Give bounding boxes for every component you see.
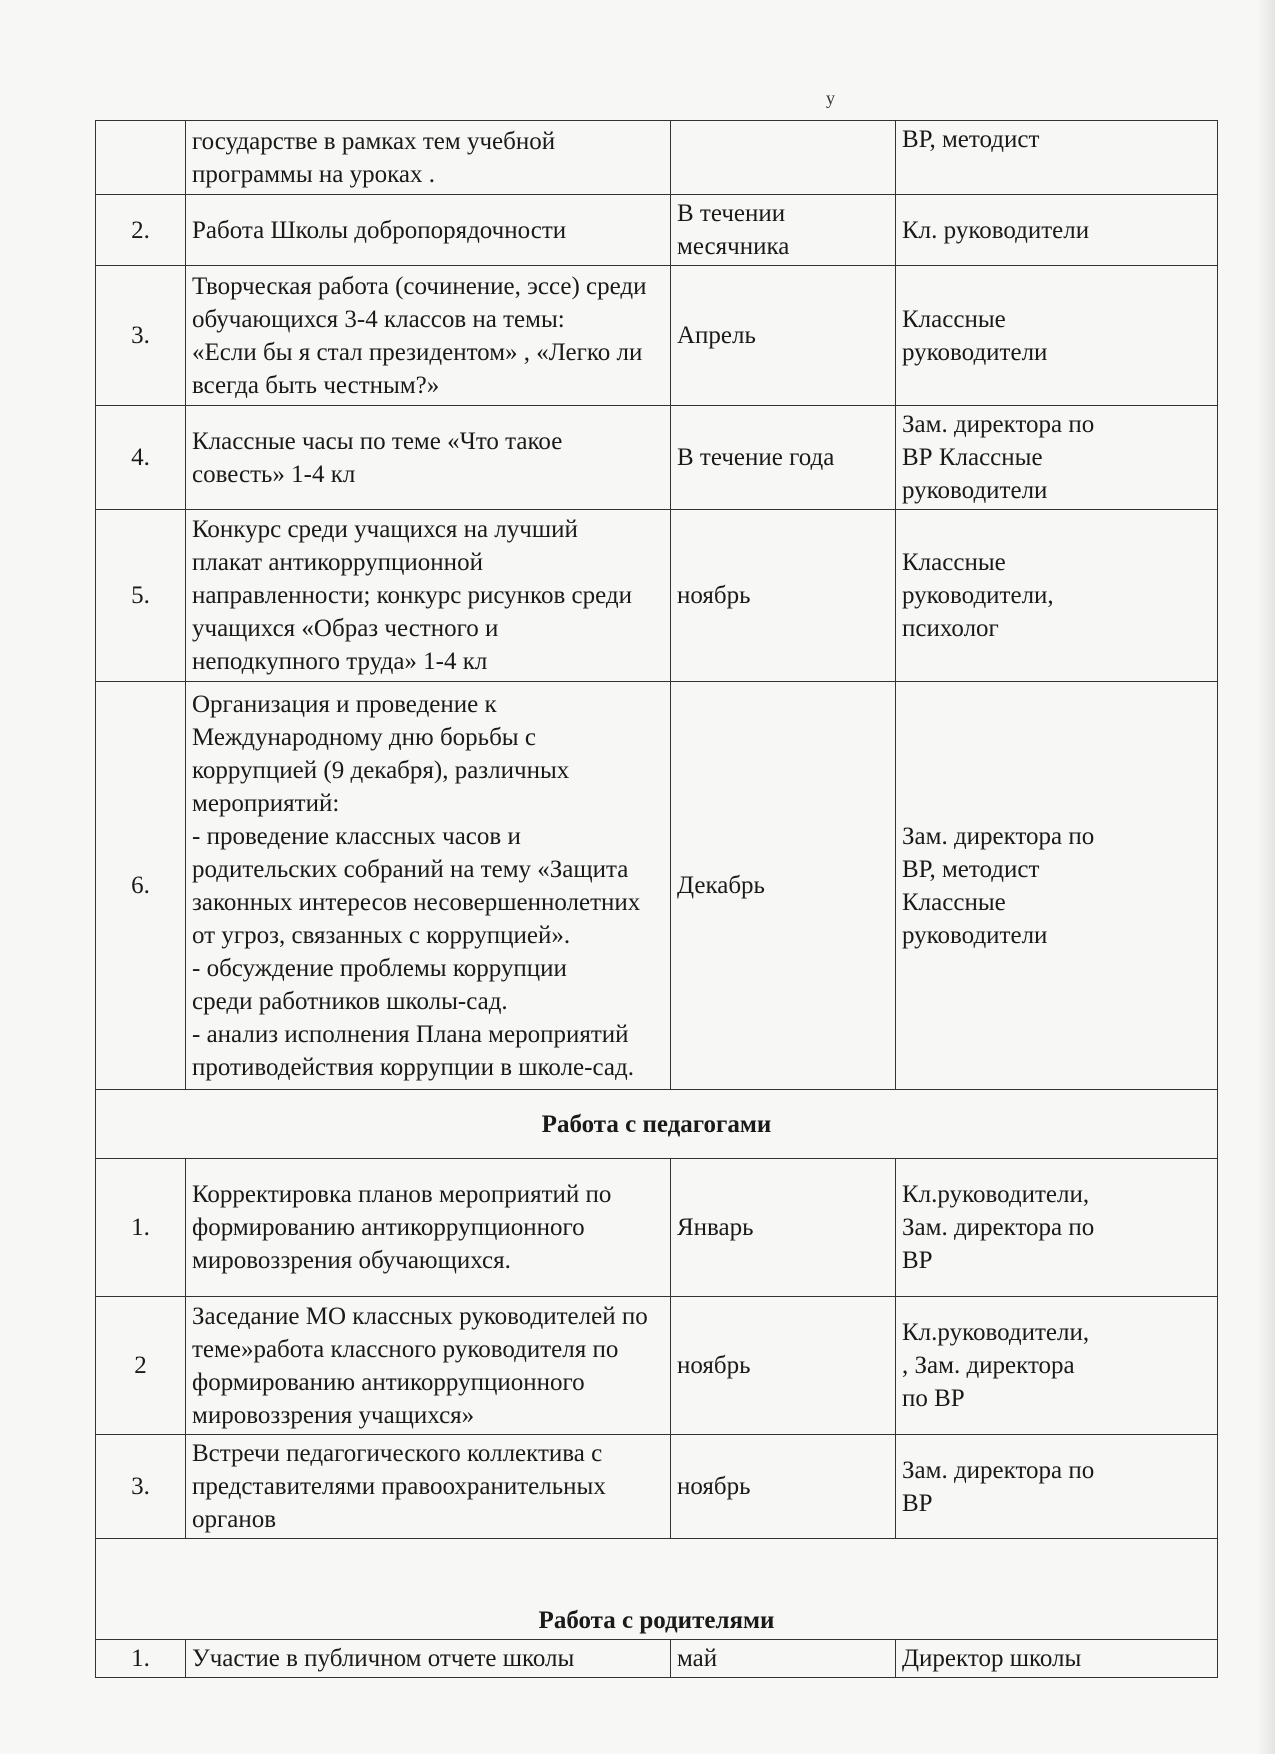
row-number: 5.: [96, 510, 186, 682]
event-responsible: ВР, методист: [896, 121, 1218, 195]
table-row: [96, 682, 1218, 1090]
table-row: [96, 195, 1218, 266]
event-date: ноябрь: [671, 1435, 896, 1539]
table-row: [96, 1640, 1218, 1678]
event-responsible: Зам. директора по ВР, методист Классные руководители: [896, 682, 1218, 1090]
event-responsible: Кл. руководители: [896, 195, 1218, 266]
row-number: 3.: [96, 266, 186, 406]
row-number: [96, 121, 186, 195]
event-text: государстве в рамках тем учебной программы на уроках .: [186, 121, 671, 195]
table-row: [96, 266, 1218, 406]
event-date: май: [671, 1640, 896, 1678]
document-page: [95, 120, 1217, 1678]
event-responsible: Классные руководители: [896, 266, 1218, 406]
event-text: Заседание МО классных руководителей по теме»работа классного руководителя по формированию антикоррупционного мировоззрения учащихся»: [186, 1297, 671, 1435]
row-number: 1.: [96, 1640, 186, 1678]
event-responsible: Кл.руководители, , Зам. директора по ВР: [896, 1297, 1218, 1435]
event-text: Творческая работа (сочинение, эссе) среди обучающихся 3-4 классов на темы: «Если бы я стал президентом» , «Легко ли всегда быть честным?»: [186, 266, 671, 406]
event-date: Декабрь: [671, 682, 896, 1090]
table-row: [96, 121, 1218, 195]
event-text: Классные часы по теме «Что такое совесть» 1-4 кл: [186, 406, 671, 510]
event-text: Участие в публичном отчете школы: [186, 1640, 671, 1678]
top-mark: у: [826, 88, 835, 108]
event-date: В течение года: [671, 406, 896, 510]
event-text: Корректировка планов мероприятий по формированию антикоррупционного мировоззрения обучающихся.: [186, 1159, 671, 1297]
event-date: ноябрь: [671, 1297, 896, 1435]
event-date: Январь: [671, 1159, 896, 1297]
table-row: [96, 1159, 1218, 1297]
row-number: 2: [96, 1297, 186, 1435]
row-number: 1.: [96, 1159, 186, 1297]
section-header-row: [96, 1539, 1218, 1640]
table-row: [96, 510, 1218, 682]
event-text: Конкурс среди учащихся на лучший плакат антикоррупционной направленности; конкурс рисунков среди учащихся «Образ честного и неподкупного труда» 1-4 кл: [186, 510, 671, 682]
event-responsible: Классные руководители, психолог: [896, 510, 1218, 682]
section-title-parents: Работа с родителями: [96, 1539, 1218, 1640]
row-number: 3.: [96, 1435, 186, 1539]
event-responsible: Кл.руководители, Зам. директора по ВР: [896, 1159, 1218, 1297]
row-number: 4.: [96, 406, 186, 510]
table-body-teachers: [96, 1090, 1218, 1539]
row-number: 2.: [96, 195, 186, 266]
events-table: [95, 120, 1218, 1678]
event-responsible: Зам. директора по ВР Классные руководители: [896, 406, 1218, 510]
event-text: Организация и проведение к Международному дню борьбы с коррупцией (9 декабря), различных мероприятий: - проведение классных часов и родительских собраний на тему «Защита законных интересов несовершеннолетних от угроз, связанных с коррупцией». - обсуждение проблемы коррупции среди работников школы-сад. - анализ исполнения Плана мероприятий противодействия коррупции в школе-сад.: [186, 682, 671, 1090]
table-row: [96, 1297, 1218, 1435]
table-body-part1: [96, 121, 1218, 1090]
event-date: Апрель: [671, 266, 896, 406]
event-text: Работа Школы добропорядочности: [186, 195, 671, 266]
row-number: 6.: [96, 682, 186, 1090]
table-row: [96, 406, 1218, 510]
event-date: [671, 121, 896, 195]
event-text: Встречи педагогического коллектива с представителями правоохранительных органов: [186, 1435, 671, 1539]
section-header-row: [96, 1090, 1218, 1159]
event-responsible: Зам. директора по ВР: [896, 1435, 1218, 1539]
table-row: [96, 1435, 1218, 1539]
page-edge-shadow: [1257, 0, 1275, 1754]
section-title-teachers: Работа с педагогами: [96, 1090, 1218, 1159]
table-body-parents: [96, 1539, 1218, 1678]
event-responsible: Директор школы: [896, 1640, 1218, 1678]
event-date: ноябрь: [671, 510, 896, 682]
event-date: В течении месячника: [671, 195, 896, 266]
